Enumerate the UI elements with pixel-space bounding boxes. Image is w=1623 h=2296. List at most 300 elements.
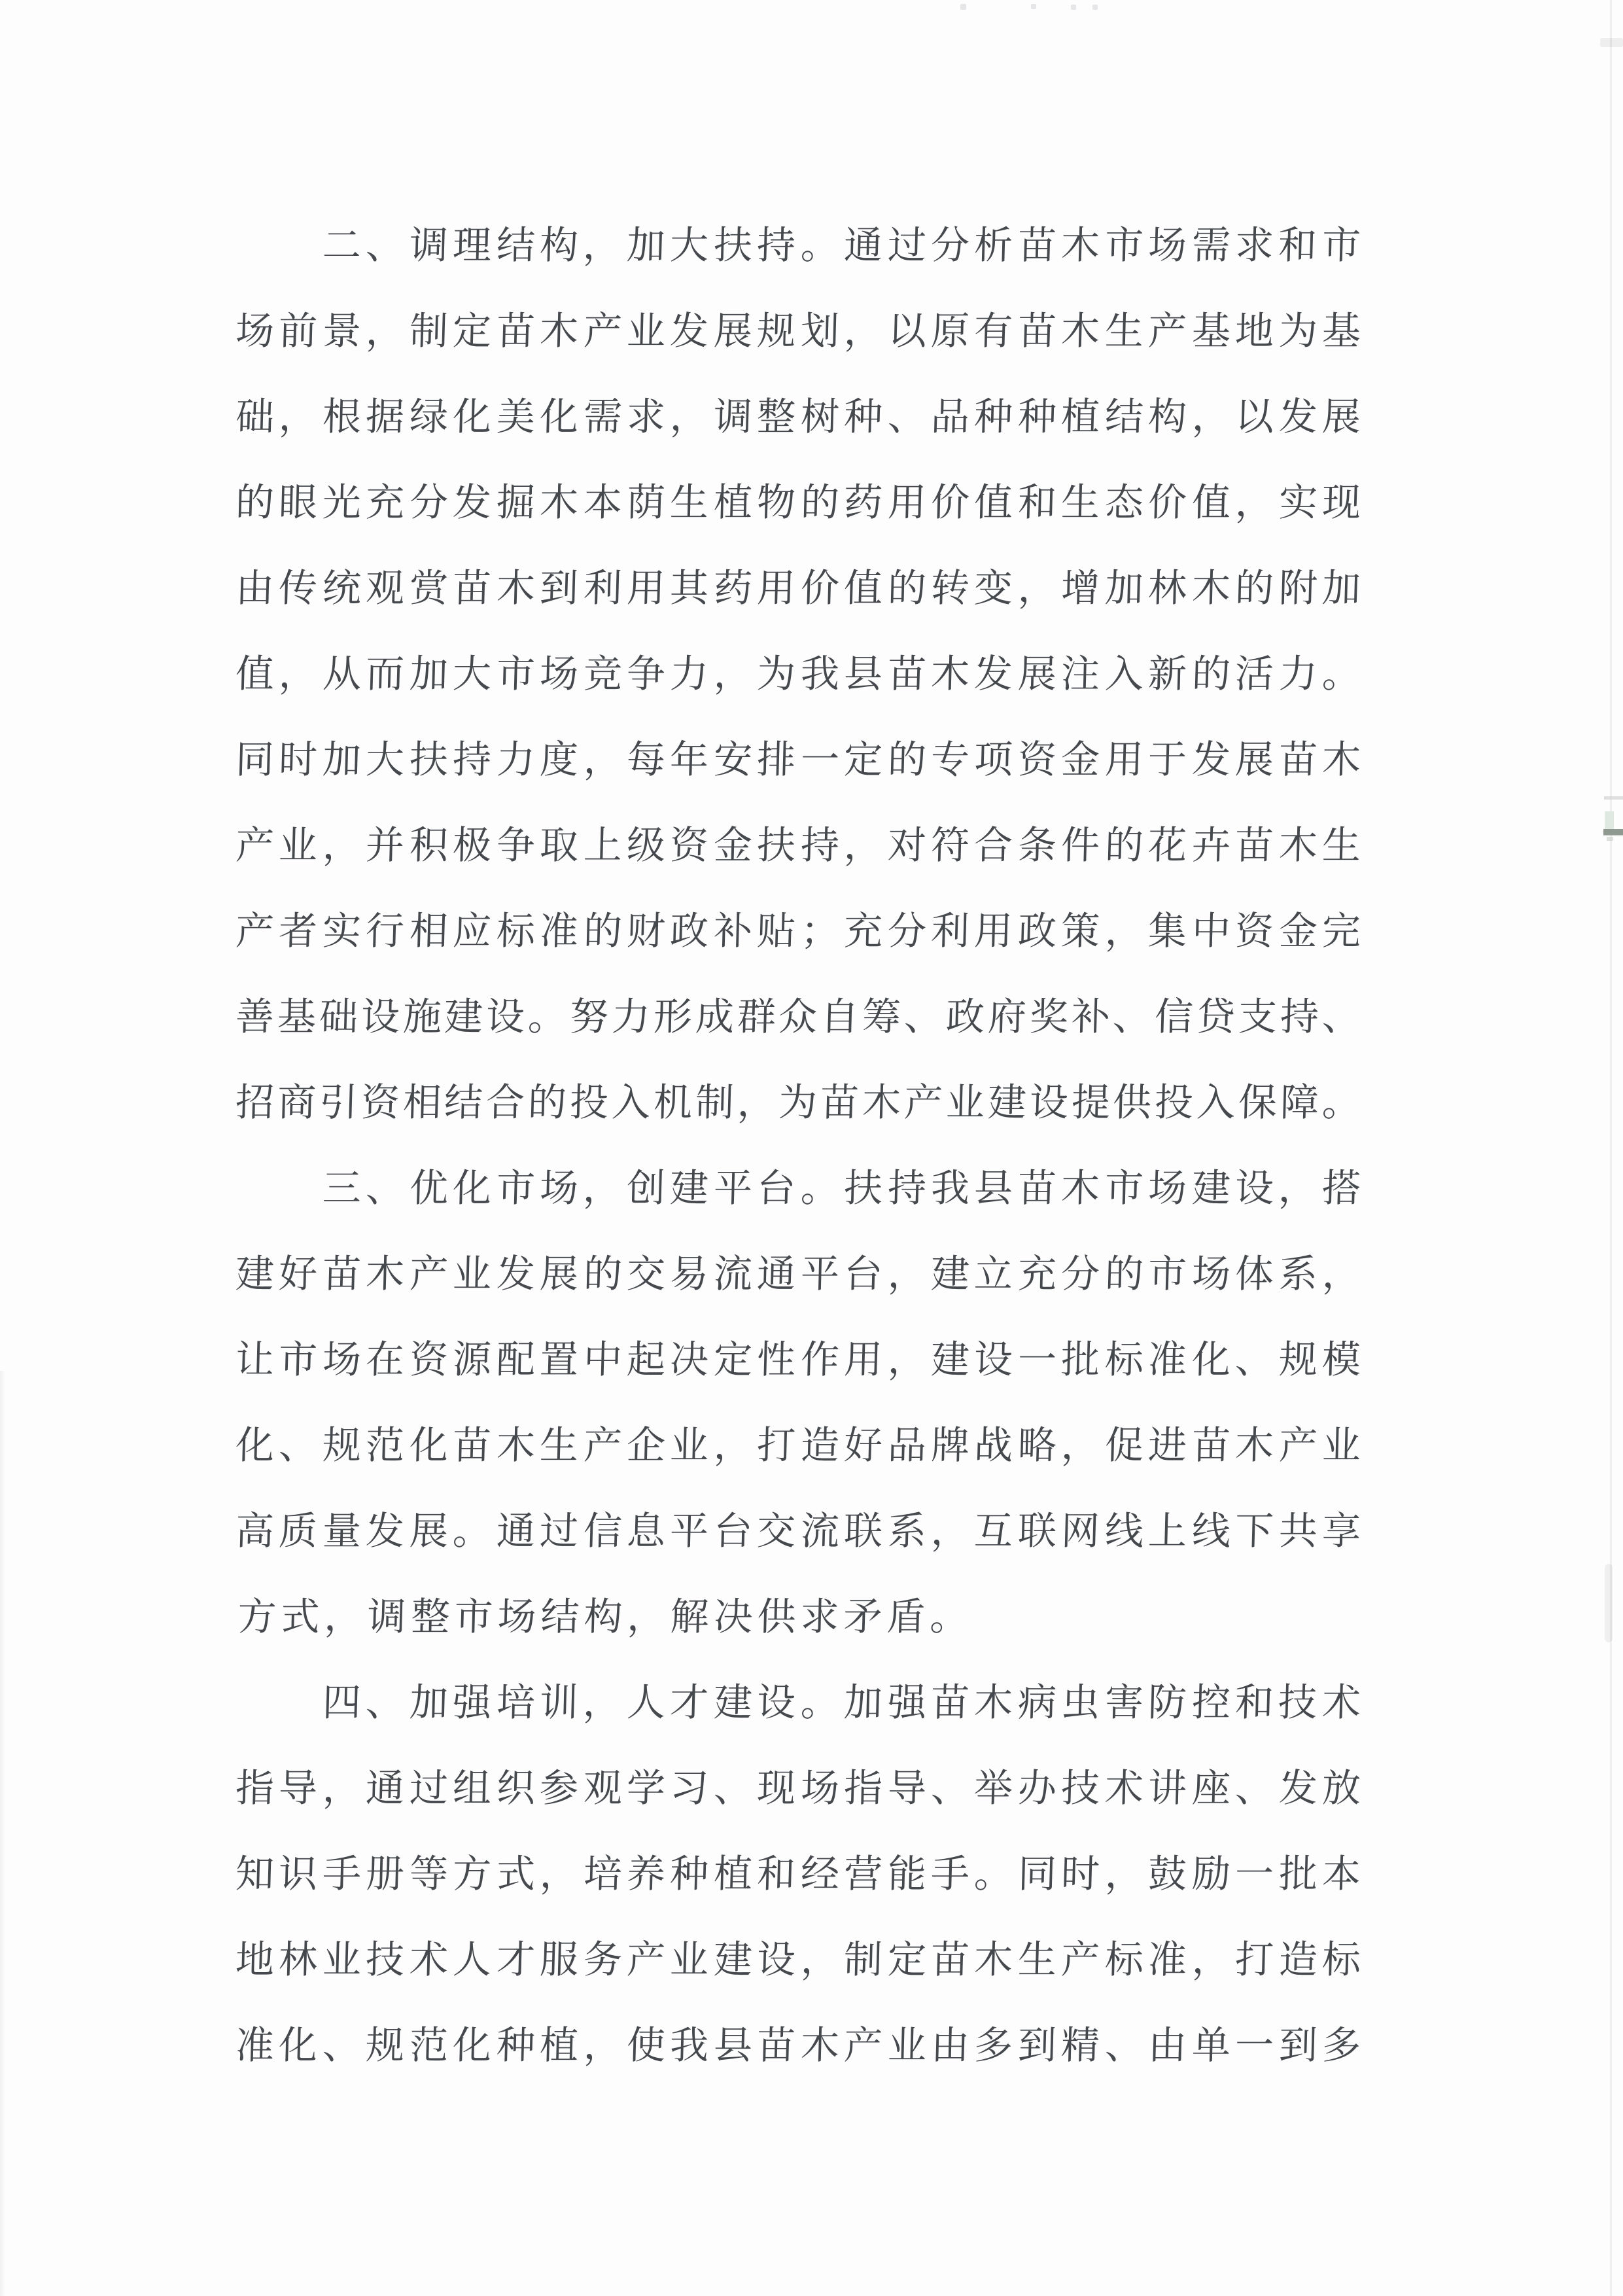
text-line	[236, 1745, 1361, 1831]
glyph: 配	[495, 1337, 536, 1382]
glyph: 种	[495, 2022, 536, 2068]
glyph: 值	[1191, 480, 1231, 525]
glyph: 网	[1060, 1508, 1101, 1553]
glyph: ，	[886, 1251, 927, 1296]
document-text-block	[236, 202, 1361, 2088]
glyph: 化	[1191, 1337, 1231, 1382]
glyph: 基	[1191, 308, 1231, 353]
glyph: 苗	[1191, 1422, 1231, 1468]
glyph: 供	[756, 1594, 797, 1639]
glyph: 信	[582, 1508, 623, 1553]
glyph: 建	[986, 1080, 1027, 1125]
glyph: 生	[1321, 822, 1361, 868]
glyph	[279, 226, 319, 264]
glyph: 加	[321, 737, 362, 782]
glyph: 通	[756, 1251, 797, 1296]
glyph: 等	[408, 1851, 449, 1896]
glyph: 用	[843, 1337, 884, 1382]
glyph	[235, 1683, 275, 1722]
glyph: 好	[278, 1251, 319, 1296]
glyph: 业	[886, 2022, 927, 2068]
glyph: 用	[626, 565, 666, 610]
glyph: 引	[318, 1080, 358, 1125]
glyph: 、	[321, 2022, 362, 2068]
glyph: 的	[582, 1251, 623, 1296]
text-line	[236, 1059, 1361, 1145]
glyph: 加	[408, 1680, 449, 1725]
glyph: 识	[278, 1851, 319, 1896]
glyph: 大	[365, 737, 406, 782]
glyph: 木	[1234, 1422, 1274, 1468]
glyph: 、	[886, 394, 927, 439]
glyph: ，	[365, 308, 406, 353]
glyph: 苗	[321, 1251, 362, 1296]
glyph: 观	[582, 1765, 623, 1810]
glyph: 构	[539, 222, 579, 268]
glyph: 众	[778, 994, 818, 1039]
glyph: 术	[1321, 1680, 1361, 1725]
glyph: 专	[930, 737, 970, 782]
glyph: 者	[278, 908, 319, 953]
glyph: 发	[669, 308, 710, 353]
glyph: 件	[1060, 822, 1101, 868]
glyph: 划	[799, 308, 840, 353]
glyph: 分	[930, 222, 970, 268]
glyph: 加	[843, 1680, 884, 1725]
glyph: 造	[1278, 1937, 1318, 1982]
text-line	[236, 716, 1361, 802]
glyph: 产	[1278, 1422, 1318, 1468]
glyph: 木	[1321, 737, 1361, 782]
glyph: 加	[408, 651, 449, 696]
glyph: 略	[1017, 1422, 1057, 1468]
glyph: 设	[1234, 1165, 1274, 1210]
glyph: 用	[973, 908, 1014, 953]
glyph: 中	[582, 1337, 623, 1382]
glyph: 高	[235, 1508, 275, 1553]
glyph: ，	[321, 822, 362, 868]
text-line	[236, 888, 1361, 974]
glyph: ，	[1060, 1422, 1101, 1468]
glyph: 卉	[1191, 822, 1231, 868]
glyph: 光	[321, 480, 362, 525]
glyph: 善	[235, 994, 275, 1039]
glyph: 质	[278, 1508, 319, 1553]
glyph: ，	[1104, 908, 1144, 953]
glyph: 讲	[1147, 1765, 1188, 1810]
glyph: 定	[712, 1337, 753, 1382]
glyph: ，	[736, 1080, 777, 1125]
scan-speck	[1092, 5, 1098, 10]
glyph: 掘	[495, 480, 536, 525]
glyph: 自	[820, 994, 860, 1039]
glyph: 多	[973, 2022, 1014, 2068]
glyph: 生	[1060, 480, 1101, 525]
glyph: 相	[402, 1080, 442, 1125]
glyph: 资	[408, 1337, 449, 1382]
glyph: 。	[929, 1594, 969, 1639]
glyph: 。	[1321, 1080, 1361, 1125]
glyph: 求	[626, 394, 666, 439]
glyph: 金	[1278, 908, 1318, 953]
glyph: 手	[930, 1851, 970, 1896]
glyph: 金	[712, 822, 753, 868]
glyph: 原	[930, 308, 970, 353]
glyph: 通	[495, 1508, 536, 1553]
glyph: 防	[1147, 1680, 1188, 1725]
glyph: 建	[930, 1337, 970, 1382]
glyph: 化	[452, 2022, 493, 2068]
glyph: 极	[452, 822, 493, 868]
glyph: 、	[712, 1765, 753, 1810]
glyph: 贷	[1196, 994, 1236, 1039]
glyph: 的	[582, 908, 623, 953]
glyph: 经	[799, 1851, 840, 1896]
glyph: 式	[495, 1851, 536, 1896]
glyph: 力	[1278, 651, 1318, 696]
glyph: 决	[669, 1337, 710, 1382]
glyph: 三	[321, 1165, 362, 1210]
glyph: 用	[1104, 737, 1144, 782]
glyph: 虫	[1060, 1680, 1101, 1725]
glyph: 发	[365, 1508, 406, 1553]
glyph: 规	[365, 2022, 406, 2068]
glyph: 设	[756, 1937, 797, 1982]
glyph: ，	[321, 1765, 362, 1810]
glyph: 产	[903, 1080, 943, 1125]
glyph: 政	[945, 994, 985, 1039]
glyph: 种	[669, 1851, 710, 1896]
glyph: 由	[930, 2022, 970, 2068]
glyph: 矛	[843, 1594, 883, 1639]
glyph: ，	[539, 1851, 579, 1896]
glyph: 准	[1147, 1337, 1188, 1382]
glyph: 准	[539, 908, 579, 953]
glyph: 生	[669, 480, 710, 525]
glyph: 筹	[862, 994, 902, 1039]
glyph: 同	[235, 737, 275, 782]
glyph: ，	[278, 394, 319, 439]
glyph: 二	[321, 222, 362, 268]
glyph: 价	[930, 480, 970, 525]
glyph: 知	[235, 1851, 275, 1896]
glyph: 使	[626, 2022, 666, 2068]
glyph: 场	[497, 1594, 537, 1639]
glyph: 建	[930, 1251, 970, 1296]
glyph: 取	[539, 822, 579, 868]
glyph: 规	[321, 1422, 362, 1468]
glyph: 建	[1191, 1165, 1231, 1210]
glyph: 品	[886, 1422, 927, 1468]
glyph: 我	[799, 651, 840, 696]
glyph: 业	[945, 1080, 985, 1125]
glyph: 产	[235, 908, 275, 953]
glyph: 力	[495, 737, 536, 782]
text-line	[236, 2002, 1361, 2088]
glyph: 为	[756, 651, 797, 696]
glyph: ，	[582, 1165, 623, 1210]
glyph: 相	[408, 908, 449, 953]
glyph: 标	[1321, 1937, 1361, 1982]
glyph: 线	[1104, 1508, 1144, 1553]
glyph: ，	[278, 651, 319, 696]
text-line	[236, 631, 1361, 716]
glyph: 通	[843, 222, 884, 268]
glyph: 展	[1234, 737, 1274, 782]
glyph: 习	[669, 1765, 710, 1810]
glyph: 苗	[820, 1080, 860, 1125]
glyph: 木	[1060, 222, 1101, 268]
glyph: 现	[756, 1765, 797, 1810]
glyph: ，	[669, 394, 710, 439]
glyph: 服	[539, 1937, 579, 1982]
glyph: 展	[539, 1251, 579, 1296]
glyph: 发	[1191, 737, 1231, 782]
glyph: 由	[235, 565, 275, 610]
glyph: 办	[1017, 1765, 1057, 1810]
glyph: 人	[452, 1937, 493, 1982]
glyph: 景	[321, 308, 362, 353]
glyph: 制	[694, 1080, 735, 1125]
glyph: 充	[843, 908, 884, 953]
glyph: 定	[843, 737, 884, 782]
glyph: 财	[626, 908, 666, 953]
glyph: 由	[1147, 2022, 1188, 2068]
glyph: 、	[365, 1165, 406, 1210]
glyph: ，	[930, 1508, 970, 1553]
glyph: ，	[843, 308, 884, 353]
scan-smudge	[1603, 829, 1623, 835]
glyph: 指	[235, 1765, 275, 1810]
glyph: 扶	[756, 822, 797, 868]
glyph: 整	[410, 1594, 451, 1639]
glyph: 设	[973, 1337, 1014, 1382]
glyph: 观	[365, 565, 406, 610]
glyph: 并	[365, 822, 406, 868]
glyph: 级	[626, 822, 666, 868]
glyph: ，	[582, 2022, 623, 2068]
glyph: ，	[1191, 394, 1231, 439]
glyph: 的	[799, 480, 840, 525]
glyph: 一	[1234, 2022, 1274, 2068]
glyph: 解	[670, 1594, 710, 1639]
glyph: 牌	[930, 1422, 970, 1468]
glyph: 到	[539, 565, 579, 610]
scan-smudge	[1601, 792, 1623, 844]
glyph: 和	[1234, 1680, 1274, 1725]
glyph: 模	[1321, 1337, 1361, 1382]
glyph: 人	[626, 1680, 666, 1725]
glyph: 木	[495, 565, 536, 610]
glyph: 需	[582, 394, 623, 439]
glyph: 产	[582, 1422, 623, 1468]
glyph: 持	[756, 222, 797, 268]
glyph: 行	[365, 908, 406, 953]
glyph: 木	[930, 651, 970, 696]
glyph: 的	[886, 737, 927, 782]
glyph: 积	[408, 822, 449, 868]
glyph: 植	[539, 2022, 579, 2068]
glyph: 产	[1147, 308, 1188, 353]
glyph: 化	[539, 394, 579, 439]
glyph: 充	[1017, 1251, 1057, 1296]
glyph: 木	[495, 1422, 536, 1468]
glyph: 同	[1017, 1851, 1057, 1896]
glyph: ，	[1234, 480, 1274, 525]
glyph: 控	[1191, 1680, 1231, 1725]
text-line	[236, 1488, 1361, 1574]
glyph: 术	[1104, 1765, 1144, 1810]
glyph: 林	[1147, 565, 1188, 610]
scan-smudge	[1604, 796, 1623, 800]
glyph: 平	[712, 1165, 753, 1210]
glyph: 木	[1278, 822, 1318, 868]
glyph: 进	[1147, 1422, 1188, 1468]
glyph: 木	[862, 1080, 902, 1125]
glyph: ，	[582, 1680, 623, 1725]
glyph: 和	[1017, 480, 1057, 525]
glyph: 互	[973, 1508, 1014, 1553]
glyph: 本	[1321, 1851, 1361, 1896]
glyph: 息	[626, 1508, 666, 1553]
glyph: 发	[1278, 1765, 1318, 1810]
glyph: 定	[452, 308, 493, 353]
glyph: 培	[582, 1851, 623, 1896]
glyph: 。	[527, 994, 568, 1039]
glyph	[235, 226, 275, 264]
glyph: 体	[1234, 1251, 1274, 1296]
glyph: 施	[402, 994, 442, 1039]
glyph: 强	[886, 1680, 927, 1725]
glyph: 现	[1321, 480, 1361, 525]
glyph: 分	[886, 908, 927, 953]
glyph: 的	[235, 480, 275, 525]
glyph: 值	[843, 565, 884, 610]
glyph: 战	[973, 1422, 1014, 1468]
glyph: 织	[495, 1765, 536, 1810]
glyph: 设	[756, 1680, 797, 1725]
glyph: 平	[799, 1251, 840, 1296]
glyph: ，	[323, 1594, 364, 1639]
glyph: 规	[756, 308, 797, 353]
glyph: 建	[235, 1251, 275, 1296]
glyph: 技	[365, 1937, 406, 1982]
glyph: 上	[582, 822, 623, 868]
glyph: 打	[756, 1422, 797, 1468]
glyph: 参	[539, 1765, 579, 1810]
glyph: 化	[408, 1422, 449, 1468]
glyph: 苗	[756, 2022, 797, 2068]
glyph: 。	[799, 222, 840, 268]
glyph: 起	[626, 1337, 666, 1382]
glyph: 扶	[408, 737, 449, 782]
glyph: 组	[452, 1765, 493, 1810]
glyph: 产	[408, 1251, 449, 1296]
glyph: 苗	[886, 651, 927, 696]
glyph: 苗	[1278, 737, 1318, 782]
glyph: 好	[843, 1422, 884, 1468]
glyph: 企	[626, 1422, 666, 1468]
text-line	[236, 1574, 1361, 1659]
glyph: 生	[539, 1422, 579, 1468]
glyph: 的	[1234, 565, 1274, 610]
glyph: 制	[843, 1937, 884, 1982]
glyph: 苗	[452, 1422, 493, 1468]
glyph: 加	[626, 222, 666, 268]
glyph: 化	[452, 394, 493, 439]
glyph: 标	[1104, 1337, 1144, 1382]
text-line	[236, 545, 1361, 631]
glyph: 量	[321, 1508, 362, 1553]
glyph: 争	[495, 822, 536, 868]
glyph: 扶	[712, 222, 753, 268]
scan-smudge	[1605, 1564, 1613, 1642]
glyph: 以	[886, 308, 927, 353]
glyph: 形	[652, 994, 693, 1039]
glyph: 植	[712, 480, 753, 525]
glyph: 易	[669, 1251, 710, 1296]
glyph: 源	[452, 1337, 493, 1382]
glyph: 符	[930, 822, 970, 868]
glyph: 市	[1104, 222, 1144, 268]
glyph: 过	[886, 222, 927, 268]
glyph: 力	[610, 994, 651, 1039]
glyph: 度	[539, 737, 579, 782]
glyph: 为	[778, 1080, 818, 1125]
glyph: 市	[453, 1594, 494, 1639]
glyph: 木	[539, 308, 579, 353]
glyph: 导	[886, 1765, 927, 1810]
glyph: 方	[237, 1594, 277, 1639]
glyph: 的	[1191, 651, 1231, 696]
glyph: 的	[1104, 822, 1144, 868]
glyph: 值	[973, 480, 1014, 525]
glyph: 础	[318, 994, 358, 1039]
glyph: ，	[1017, 565, 1057, 610]
glyph: ，	[712, 1422, 753, 1468]
glyph: 条	[1017, 822, 1057, 868]
glyph: ，	[626, 1594, 667, 1639]
glyph: 发	[452, 480, 493, 525]
glyph: 搭	[1321, 1165, 1361, 1210]
glyph: 培	[495, 1680, 536, 1725]
glyph: 时	[1060, 1851, 1101, 1896]
glyph: 而	[365, 651, 406, 696]
text-line	[236, 288, 1361, 374]
glyph: 生	[1104, 308, 1144, 353]
glyph: 商	[276, 1080, 317, 1125]
glyph: 下	[1234, 1508, 1274, 1553]
glyph: 产	[843, 2022, 884, 2068]
glyph: 业	[278, 822, 319, 868]
glyph: 、	[1112, 994, 1153, 1039]
glyph: 化	[235, 1422, 275, 1468]
glyph: 合	[485, 1080, 526, 1125]
glyph: 结	[444, 1080, 484, 1125]
glyph: 台	[712, 1508, 753, 1553]
glyph: 障	[1279, 1080, 1319, 1125]
glyph: 上	[1147, 1508, 1188, 1553]
glyph: 座	[1191, 1765, 1231, 1810]
glyph: 持	[886, 1165, 927, 1210]
glyph: 务	[582, 1937, 623, 1982]
glyph: 花	[1147, 822, 1188, 868]
glyph: 分	[1060, 1251, 1101, 1296]
glyph: 生	[1017, 1937, 1057, 1982]
glyph: 技	[1060, 1765, 1101, 1810]
glyph: 在	[365, 1337, 406, 1382]
glyph: 展	[712, 308, 753, 353]
